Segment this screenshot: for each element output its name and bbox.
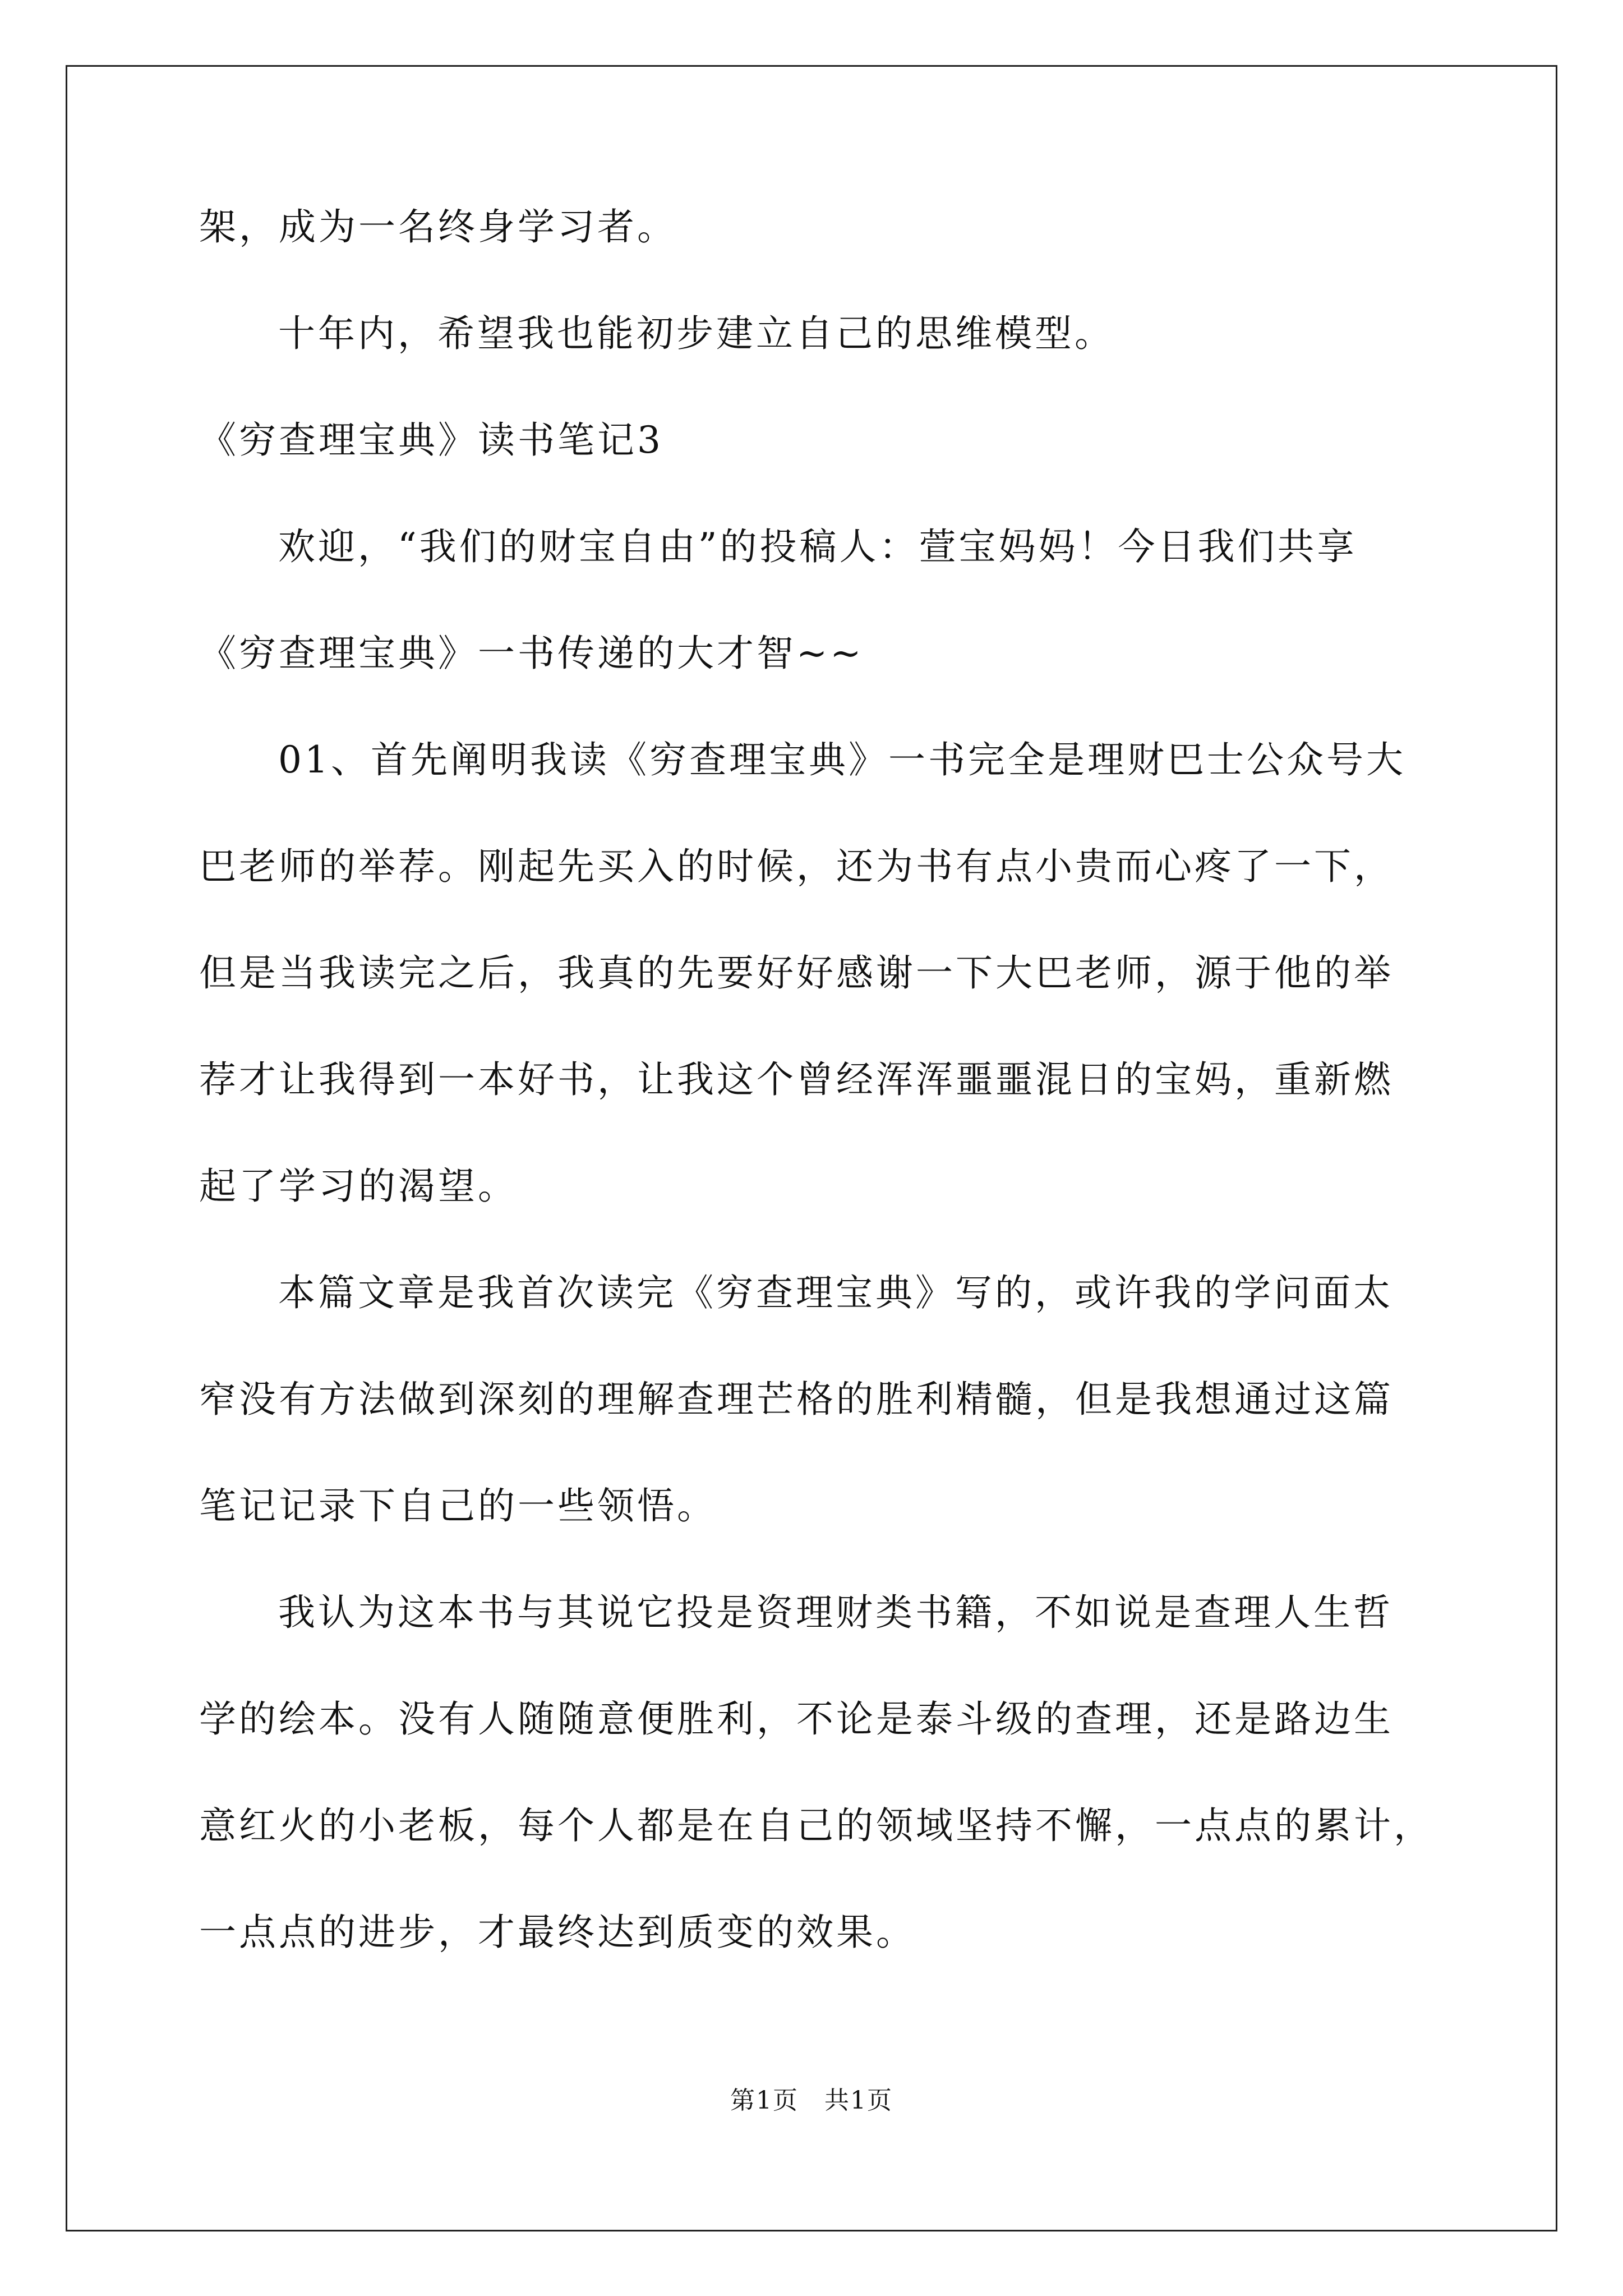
- section-heading: 《穷查理宝典》读书笔记3: [199, 418, 663, 462]
- text-line: 巴老师的举荐。刚起先买入的时候，还为书有点小贵而心疼了一下，: [199, 845, 1394, 888]
- page-footer: 第1页 共1页: [730, 2086, 893, 2115]
- text-line: 荐才让我得到一本好书，让我这个曾经浑浑噩噩混日的宝妈，重新燃: [199, 1058, 1394, 1101]
- text-line: 十年内，希望我也能初步建立自己的思维模型。: [278, 312, 1114, 355]
- text-line: 欢迎，“我们的财宝自由”的投稿人：萱宝妈妈！今日我们共享: [278, 525, 1357, 568]
- text-line: 但是当我读完之后，我真的先要好好感谢一下大巴老师，源于他的举: [199, 951, 1394, 995]
- text-line: 意红火的小老板，每个人都是在自己的领域坚持不懈，一点点的累计，: [199, 1804, 1433, 1847]
- text-line: 一点点的进步，才最终达到质变的效果。: [199, 1911, 916, 1954]
- text-line: 01、首先阐明我读《穷查理宝典》一书完全是理财巴士公众号大: [278, 738, 1406, 781]
- text-line: 《穷查理宝典》一书传递的大才智~~: [199, 632, 864, 675]
- text-line: 起了学习的渴望。: [199, 1165, 518, 1208]
- text-line: 架，成为一名终身学习者。: [199, 205, 677, 249]
- text-line: 学的绘本。没有人随随意便胜利，不论是泰斗级的查理，还是路边生: [199, 1697, 1394, 1741]
- text-line: 我认为这本书与其说它投是资理财类书籍，不如说是查理人生哲: [278, 1591, 1393, 1634]
- text-line: 本篇文章是我首次读完《穷查理宝典》写的，或许我的学问面太: [278, 1271, 1393, 1314]
- text-line: 窄没有方法做到深刻的理解查理芒格的胜利精髓，但是我想通过这篇: [199, 1378, 1394, 1421]
- text-line: 笔记记录下自己的一些领悟。: [199, 1484, 717, 1527]
